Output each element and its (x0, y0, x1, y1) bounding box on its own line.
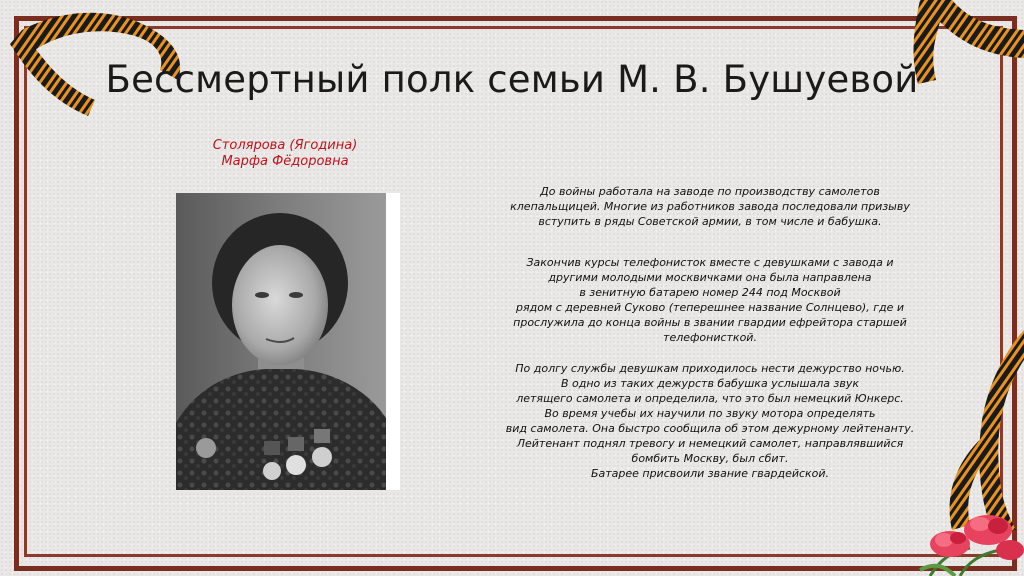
bio-paragraph (440, 361, 980, 481)
bio-line: вступить в ряды Советской армии, в том числе и бабушка. (538, 215, 882, 228)
carnation-flowers-icon (910, 500, 1024, 576)
bio-line: До войны работала на заводе по производству самолетов (540, 185, 880, 198)
person-name-line2: Марфа Фёдоровна (221, 154, 349, 169)
bio-line: Батарее присвоили звание гвардейской. (590, 467, 830, 480)
page-title: Бессмертный полк семьи М. В. Бушуевой (105, 58, 919, 101)
bio-line: бомбить Москву, был сбит. (631, 452, 789, 465)
person-name (140, 138, 430, 170)
bio-line: клепальщицей. Многие из работников завода последовали призыву (510, 200, 910, 213)
bio-paragraph (440, 184, 980, 229)
biography-text (440, 184, 980, 481)
bio-line: рядом с деревней Суково (теперешнее название Солнцево), где и (515, 301, 905, 314)
bio-line: летящего самолета и определила, что это был немецкий Юнкерс. (516, 392, 904, 405)
bio-line: вид самолета. Она быстро сообщила об этом дежурному лейтенанту. (505, 422, 915, 435)
bio-line: Во время учебы их научили по звуку мотора определять (544, 407, 876, 420)
bio-paragraph (440, 255, 980, 345)
bio-line: в зенитную батарею номер 244 под Москвой (579, 286, 841, 299)
portrait-photo (176, 193, 400, 490)
bio-line: другими молодыми москвичками она была направлена (548, 271, 872, 284)
bio-line: По долгу службы девушкам приходилось нести дежурство ночью. (515, 362, 905, 375)
person-name-line1: Столярова (Ягодина) (212, 138, 358, 153)
bio-line: В одно из таких дежурств бабушка услышала звук (560, 377, 860, 390)
bio-line: прослужила до конца войны в звании гвардии ефрейтора старшей (513, 316, 907, 329)
bio-line: Закончив курсы телефонисток вместе с девушками с завода и (526, 256, 894, 269)
bio-line: Лейтенант поднял тревогу и немецкий самолет, направлявшийся (516, 437, 904, 450)
bio-line: телефонисткой. (663, 331, 757, 344)
